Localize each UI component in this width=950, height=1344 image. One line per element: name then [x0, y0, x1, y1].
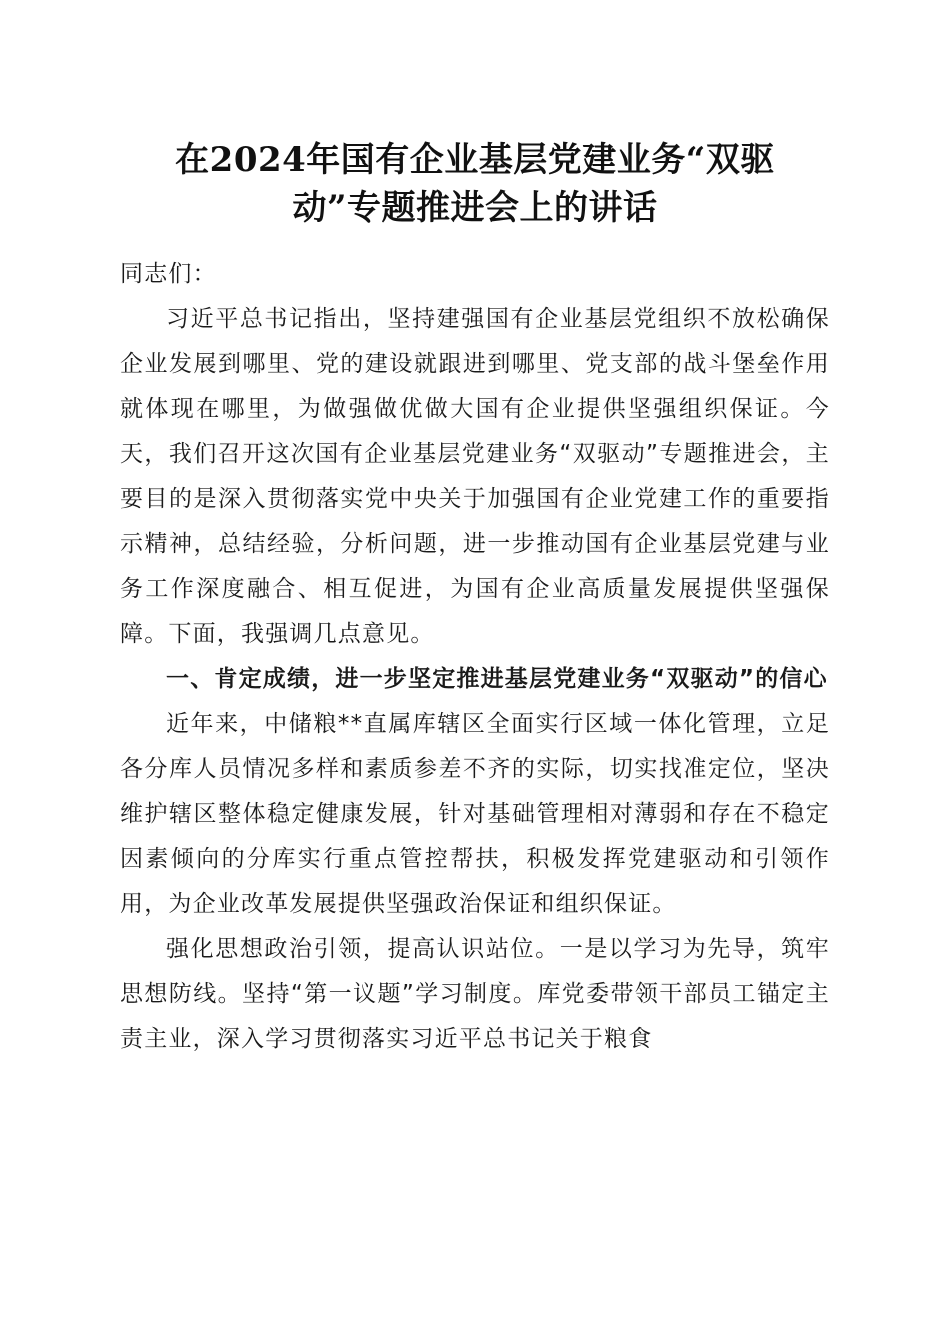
document-title: [120, 136, 830, 232]
paragraph-intro: 习近平总书记指出，坚持建强国有企业基层党组织不放松确保企业发展到哪里、党的建设就跟进到哪里、党支部的战斗堡垒作用就体现在哪里，为做强做优做大国有企业提供坚强组织保证。今天，我们召开这次国有企业基层党建业务“双驱动”专题推进会，主要目的是深入贯彻落实党中央关于加强国有企业党建工作的重要指示精神，总结经验，分析问题，进一步推动国有企业基层党建与业务工作深度融合、相互促进，为国有企业高质量发展提供坚强保障。下面，我强调几点意见。: [120, 306, 830, 647]
salutation: 同志们：: [120, 261, 217, 287]
section-heading-1: 一、肯定成绩，进一步坚定推进基层党建业务“双驱动”的信心: [166, 666, 828, 692]
paragraph-political-guidance: 强化思想政治引领，提高认识站位。一是以学习为先导，筑牢思想防线。坚持“第一议题”学习制度。库党委带领干部员工锚定主责主业，深入学习贯彻落实习近平总书记关于粮食: [120, 936, 830, 1052]
paragraph-achievements: 近年来，中储粮**直属库辖区全面实行区域一体化管理，立足各分库人员情况多样和素质参差不齐的实际，切实找准定位，坚决维护辖区整体稳定健康发展，针对基础管理相对薄弱和存在不稳定因素倾向的分库实行重点管控帮扶，积极发挥党建驱动和引领作用，为企业改革发展提供坚强政治保证和组织保证。: [120, 711, 830, 917]
title-line-1: 在2024年国有企业基层党建业务“双驱: [175, 140, 775, 180]
title-line-2: 动”专题推进会上的讲话: [292, 188, 658, 228]
document-body: [120, 252, 830, 1062]
